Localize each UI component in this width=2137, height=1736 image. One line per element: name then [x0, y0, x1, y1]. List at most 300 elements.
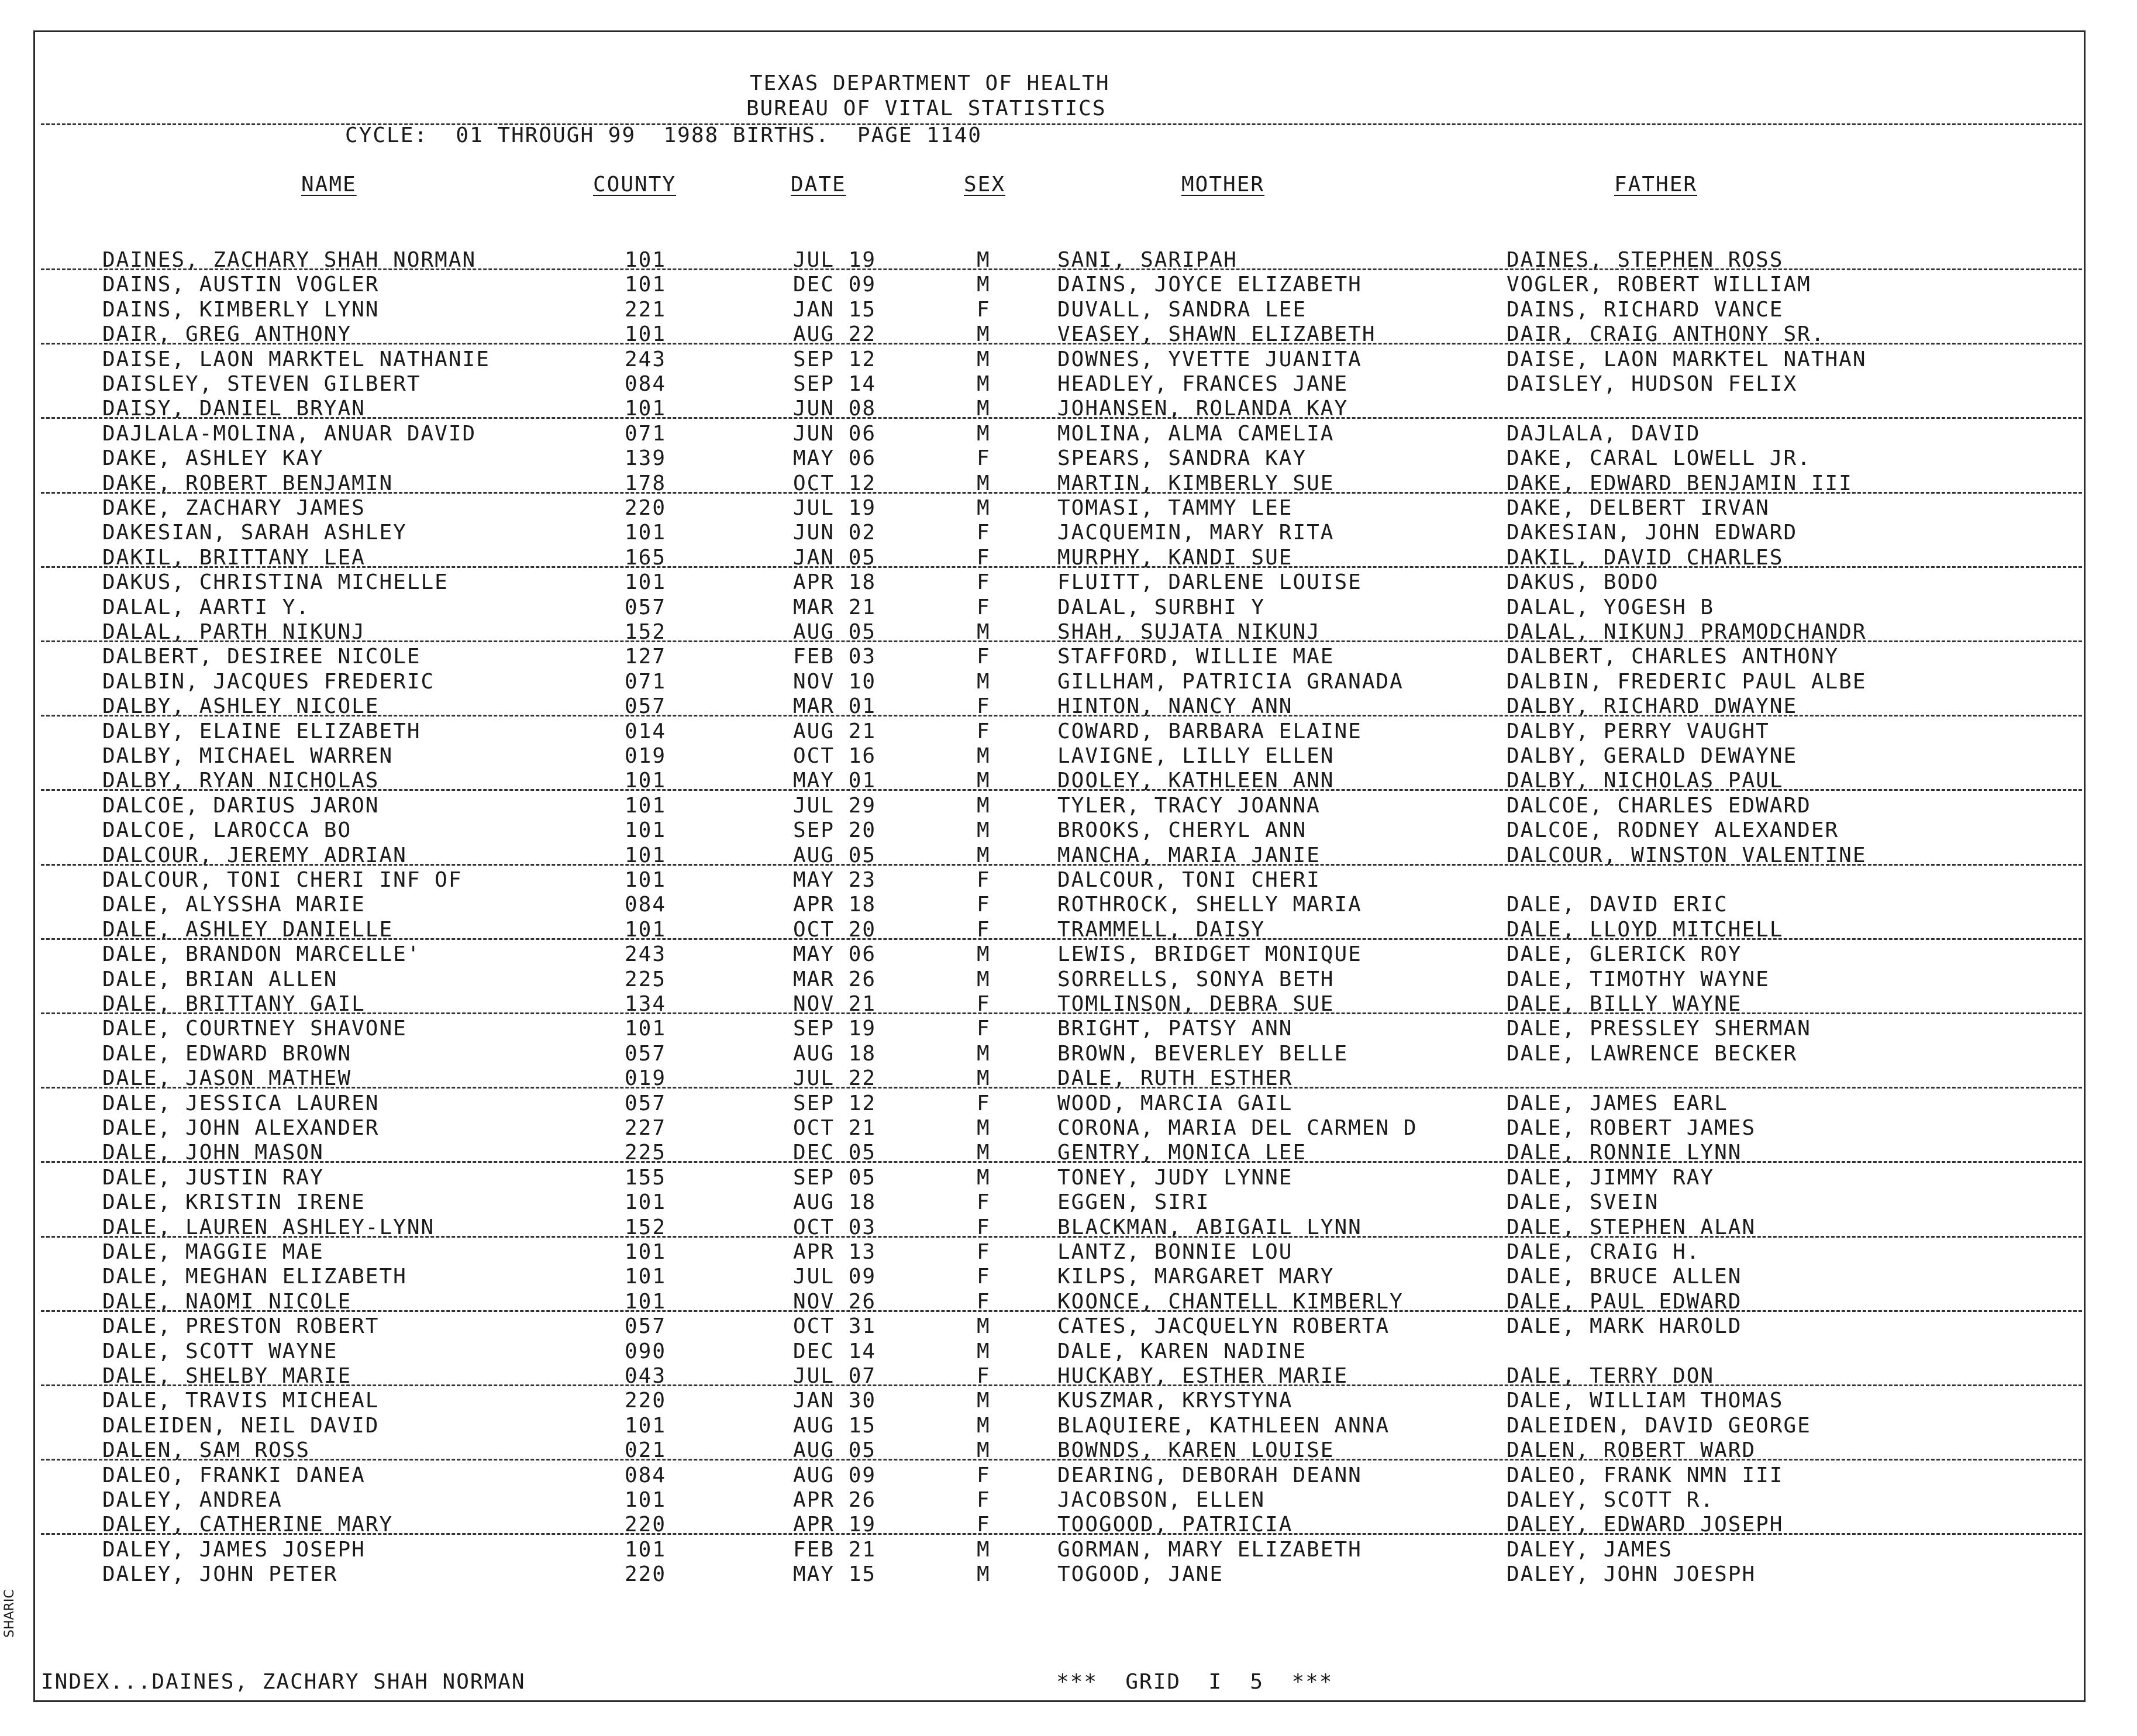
cell-date: JAN 15 [793, 298, 877, 322]
cell-mother: LANTZ, BONNIE LOU [1057, 1240, 1293, 1264]
cell-father: DALE, MARK HAROLD [1507, 1314, 1742, 1338]
cell-name: DAINS, KIMBERLY LYNN [102, 298, 380, 322]
column-header-mother: MOTHER [1181, 173, 1265, 197]
cell-sex: M [977, 744, 991, 768]
cell-sex: M [977, 1141, 991, 1165]
cell-date: JUL 09 [793, 1265, 877, 1289]
header-subtitle: BUREAU OF VITAL STATISTICS [746, 97, 1107, 120]
cell-mother: MOLINA, ALMA CAMELIA [1057, 422, 1335, 446]
cell-sex: F [977, 546, 991, 570]
cell-name: DAINES, ZACHARY SHAH NORMAN [102, 248, 477, 272]
cell-name: DALE, BRIAN ALLEN [102, 967, 338, 991]
row-separator [41, 1310, 2082, 1312]
cell-county: 101 [625, 1017, 667, 1041]
cell-date: FEB 21 [793, 1538, 877, 1562]
cell-name: DALCOUR, JEREMY ADRIAN [102, 843, 407, 867]
row-separator [41, 789, 2082, 791]
cell-mother: TOMASI, TAMMY LEE [1057, 496, 1293, 520]
cell-name: DALEIDEN, NEIL DAVID [102, 1414, 380, 1438]
cell-sex: M [977, 1116, 991, 1140]
cell-sex: M [977, 967, 991, 991]
column-header-sex: SEX [964, 173, 1006, 197]
cell-name: DAIR, GREG ANTHONY [102, 322, 352, 346]
cell-name: DALE, BRITTANY GAIL [102, 992, 366, 1016]
row-separator [41, 864, 2082, 866]
cell-mother: TONEY, JUDY LYNNE [1057, 1166, 1293, 1190]
cell-mother: SHAH, SUJATA NIKUNJ [1057, 620, 1321, 644]
cell-name: DALCOUR, TONI CHERI INF OF [102, 868, 463, 892]
cell-name: DAKUS, CHRISTINA MICHELLE [102, 570, 449, 594]
cell-date: MAR 01 [793, 694, 877, 718]
cell-mother: BRIGHT, PATSY ANN [1057, 1017, 1293, 1041]
cell-sex: M [977, 1066, 991, 1090]
cell-father: DALEO, FRANK NMN III [1507, 1463, 1784, 1487]
cell-sex: F [977, 298, 991, 322]
cell-father: DALE, PAUL EDWARD [1507, 1290, 1742, 1314]
cell-name: DALEY, CATHERINE MARY [102, 1513, 394, 1537]
cell-name: DALE, TRAVIS MICHEAL [102, 1389, 380, 1413]
cell-date: AUG 09 [793, 1463, 877, 1487]
cell-mother: TYLER, TRACY JOANNA [1057, 794, 1321, 818]
cell-county: 101 [625, 570, 667, 594]
cell-name: DALE, JOHN ALEXANDER [102, 1116, 380, 1140]
row-separator [41, 1161, 2082, 1163]
cell-sex: M [977, 372, 991, 396]
cell-sex: M [977, 422, 991, 446]
cell-date: DEC 09 [793, 273, 877, 297]
cell-father: DALE, TERRY DON [1507, 1364, 1715, 1388]
row-separator [41, 1087, 2082, 1089]
cell-name: DALEY, JAMES JOSEPH [102, 1538, 366, 1562]
cell-sex: M [977, 1414, 991, 1438]
cell-date: AUG 05 [793, 620, 877, 644]
cell-father: DALE, DAVID ERIC [1507, 893, 1728, 917]
cell-county: 084 [625, 372, 667, 396]
cell-father: DALCOE, CHARLES EDWARD [1507, 794, 1811, 818]
cell-name: DAINS, AUSTIN VOGLER [102, 273, 380, 297]
cell-date: AUG 18 [793, 1042, 877, 1066]
cell-name: DAISE, LAON MARKTEL NATHANIE [102, 347, 490, 371]
cell-date: MAY 23 [793, 868, 877, 892]
cell-mother: MARTIN, KIMBERLY SUE [1057, 471, 1335, 495]
cell-county: 101 [625, 1265, 667, 1289]
cell-mother: MURPHY, KANDI SUE [1057, 546, 1293, 570]
cell-sex: M [977, 818, 991, 842]
cell-name: DAKE, ASHLEY KAY [102, 446, 324, 470]
cell-mother: TOMLINSON, DEBRA SUE [1057, 992, 1335, 1016]
cell-date: OCT 16 [793, 744, 877, 768]
cell-father: DAJLALA, DAVID [1507, 422, 1701, 446]
cell-mother: DALAL, SURBHI Y [1057, 595, 1266, 619]
cell-father: DAKE, EDWARD BENJAMIN III [1507, 471, 1853, 495]
cell-county: 101 [625, 1290, 667, 1314]
cell-mother: LEWIS, BRIDGET MONIQUE [1057, 942, 1362, 966]
cell-date: JUN 06 [793, 422, 877, 446]
cell-name: DALCOE, LAROCCA BO [102, 818, 352, 842]
cell-name: DALEO, FRANKI DANEA [102, 1463, 366, 1487]
cell-father: DALE, WILLIAM THOMAS [1507, 1389, 1784, 1413]
cell-mother: HUCKABY, ESTHER MARIE [1057, 1364, 1349, 1388]
cell-mother: GORMAN, MARY ELIZABETH [1057, 1538, 1362, 1562]
footer-grid: *** GRID I 5 *** [1056, 1670, 1333, 1694]
cell-father: DALBY, GERALD DEWAYNE [1507, 744, 1798, 768]
cell-date: SEP 14 [793, 372, 877, 396]
row-separator [41, 492, 2082, 494]
cell-name: DALE, SHELBY MARIE [102, 1364, 352, 1388]
cell-sex: F [977, 645, 991, 669]
cell-date: JUL 22 [793, 1066, 877, 1090]
cell-date: MAY 06 [793, 942, 877, 966]
cell-county: 014 [625, 719, 667, 743]
cell-date: JUN 02 [793, 521, 877, 545]
cell-father: DALBERT, CHARLES ANTHONY [1507, 645, 1839, 669]
cell-county: 225 [625, 967, 667, 991]
cell-sex: M [977, 769, 991, 793]
cell-mother: CATES, JACQUELYN ROBERTA [1057, 1314, 1390, 1338]
cycle-line: CYCLE: 01 THROUGH 99 1988 BIRTHS. PAGE 1140 [345, 123, 982, 147]
cell-mother: COWARD, BARBARA ELAINE [1057, 719, 1362, 743]
cell-father: DALE, CRAIG H. [1507, 1240, 1701, 1264]
cell-county: 021 [625, 1438, 667, 1462]
cell-date: AUG 22 [793, 322, 877, 346]
cell-sex: M [977, 496, 991, 520]
cell-date: SEP 12 [793, 1091, 877, 1115]
cell-sex: F [977, 868, 991, 892]
cell-sex: M [977, 347, 991, 371]
cell-name: DALBY, RYAN NICHOLAS [102, 769, 380, 793]
cell-date: AUG 18 [793, 1190, 877, 1214]
header-title: TEXAS DEPARTMENT OF HEALTH [750, 71, 1110, 95]
cell-father: DALE, STEPHEN ALAN [1507, 1215, 1756, 1239]
row-separator [41, 715, 2082, 717]
cell-date: SEP 12 [793, 347, 877, 371]
cell-date: MAR 21 [793, 595, 877, 619]
column-header-county: COUNTY [593, 173, 677, 197]
cell-father: DALEN, ROBERT WARD [1507, 1438, 1756, 1462]
cell-father: DALBY, PERRY VAUGHT [1507, 719, 1770, 743]
cell-sex: M [977, 1042, 991, 1066]
cell-sex: M [977, 1538, 991, 1562]
cell-county: 155 [625, 1166, 667, 1190]
cell-county: 227 [625, 1116, 667, 1140]
cell-father: DAKUS, BODO [1507, 570, 1659, 594]
cell-name: DALE, JASON MATHEW [102, 1066, 352, 1090]
cell-name: DAISLEY, STEVEN GILBERT [102, 372, 421, 396]
cell-county: 220 [625, 1562, 667, 1586]
cell-county: 019 [625, 1066, 667, 1090]
cell-date: AUG 05 [793, 843, 877, 867]
cell-father: DAKE, CARAL LOWELL JR. [1507, 446, 1811, 470]
cell-name: DALE, MAGGIE MAE [102, 1240, 324, 1264]
cell-date: SEP 20 [793, 818, 877, 842]
cell-name: DALCOE, DARIUS JARON [102, 794, 380, 818]
cell-father: DALEIDEN, DAVID GEORGE [1507, 1414, 1811, 1438]
cell-name: DALEN, SAM ROSS [102, 1438, 311, 1462]
cell-date: JUL 19 [793, 496, 877, 520]
cell-father: VOGLER, ROBERT WILLIAM [1507, 273, 1811, 297]
cell-mother: BROOKS, CHERYL ANN [1057, 818, 1307, 842]
cell-sex: F [977, 1488, 991, 1512]
cell-county: 101 [625, 397, 667, 421]
cell-mother: BOWNDS, KAREN LOUISE [1057, 1438, 1335, 1462]
cell-county: 243 [625, 942, 667, 966]
cell-county: 152 [625, 620, 667, 644]
cell-father: DALE, LAWRENCE BECKER [1507, 1042, 1798, 1066]
column-header-father: FATHER [1614, 173, 1698, 197]
cell-name: DAKE, ROBERT BENJAMIN [102, 471, 394, 495]
cell-name: DALE, COURTNEY SHAVONE [102, 1017, 407, 1041]
cell-date: APR 13 [793, 1240, 877, 1264]
cell-sex: M [977, 843, 991, 867]
cell-mother: HINTON, NANCY ANN [1057, 694, 1293, 718]
cell-county: 071 [625, 670, 667, 694]
cell-county: 084 [625, 893, 667, 917]
cell-mother: GILLHAM, PATRICIA GRANADA [1057, 670, 1404, 694]
cell-mother: WOOD, MARCIA GAIL [1057, 1091, 1293, 1115]
row-separator [41, 640, 2082, 642]
cell-sex: M [977, 1166, 991, 1190]
cell-mother: MANCHA, MARIA JANIE [1057, 843, 1321, 867]
cell-date: AUG 21 [793, 719, 877, 743]
cell-county: 220 [625, 496, 667, 520]
cell-date: APR 19 [793, 1513, 877, 1537]
cell-date: MAR 26 [793, 967, 877, 991]
cell-date: AUG 15 [793, 1414, 877, 1438]
cell-mother: SPEARS, SANDRA KAY [1057, 446, 1307, 470]
cell-county: 101 [625, 322, 667, 346]
cell-father: DALE, PRESSLEY SHERMAN [1507, 1017, 1811, 1041]
cell-mother: LAVIGNE, LILLY ELLEN [1057, 744, 1335, 768]
cell-county: 178 [625, 471, 667, 495]
cell-date: JAN 30 [793, 1389, 877, 1413]
cell-county: 165 [625, 546, 667, 570]
cell-sex: F [977, 446, 991, 470]
cell-sex: M [977, 794, 991, 818]
cell-county: 101 [625, 1488, 667, 1512]
cell-sex: M [977, 942, 991, 966]
cell-name: DALE, EDWARD BROWN [102, 1042, 352, 1066]
cell-county: 043 [625, 1364, 667, 1388]
cell-father: DALEY, EDWARD JOSEPH [1507, 1513, 1784, 1537]
cell-father: DALE, BILLY WAYNE [1507, 992, 1742, 1016]
cell-father: DAISLEY, HUDSON FELIX [1507, 372, 1798, 396]
cell-mother: SANI, SARIPAH [1057, 248, 1238, 272]
cell-date: MAY 01 [793, 769, 877, 793]
cell-mother: DUVALL, SANDRA LEE [1057, 298, 1307, 322]
cell-name: DALBY, MICHAEL WARREN [102, 744, 394, 768]
cell-date: OCT 21 [793, 1116, 877, 1140]
cell-father: DALE, RONNIE LYNN [1507, 1141, 1742, 1165]
cell-sex: F [977, 1463, 991, 1487]
cell-father: DALE, GLERICK ROY [1507, 942, 1742, 966]
cell-name: DALAL, PARTH NIKUNJ [102, 620, 366, 644]
cell-mother: JACQUEMIN, MARY RITA [1057, 521, 1335, 545]
cell-date: FEB 03 [793, 645, 877, 669]
cell-mother: DEARING, DEBORAH DEANN [1057, 1463, 1362, 1487]
cell-father: DALAL, YOGESH B [1507, 595, 1715, 619]
cell-county: 139 [625, 446, 667, 470]
cell-mother: CORONA, MARIA DEL CARMEN D [1057, 1116, 1418, 1140]
cell-mother: HEADLEY, FRANCES JANE [1057, 372, 1349, 396]
cell-sex: M [977, 471, 991, 495]
cell-father: DALBIN, FREDERIC PAUL ALBE [1507, 670, 1867, 694]
cell-name: DAISY, DANIEL BRYAN [102, 397, 366, 421]
cell-mother: TOOGOOD, PATRICIA [1057, 1513, 1293, 1537]
cell-mother: EGGEN, SIRI [1057, 1190, 1210, 1214]
cell-date: NOV 10 [793, 670, 877, 694]
cell-date: DEC 14 [793, 1339, 877, 1363]
cell-sex: M [977, 248, 991, 272]
cell-father: DAKESIAN, JOHN EDWARD [1507, 521, 1798, 545]
cell-county: 225 [625, 1141, 667, 1165]
cell-father: DAINS, RICHARD VANCE [1507, 298, 1784, 322]
row-separator [41, 268, 2082, 270]
cell-county: 057 [625, 1091, 667, 1115]
cell-county: 057 [625, 1042, 667, 1066]
cell-name: DALE, LAUREN ASHLEY-LYNN [102, 1215, 435, 1239]
cell-sex: M [977, 620, 991, 644]
cell-date: DEC 05 [793, 1141, 877, 1165]
cell-county: 243 [625, 347, 667, 371]
cell-sex: F [977, 1091, 991, 1115]
cell-date: JUL 19 [793, 248, 877, 272]
cell-county: 101 [625, 1240, 667, 1264]
cell-father: DAKIL, DAVID CHARLES [1507, 546, 1784, 570]
cell-sex: F [977, 992, 991, 1016]
cell-mother: ROTHROCK, SHELLY MARIA [1057, 893, 1362, 917]
cell-father: DAINES, STEPHEN ROSS [1507, 248, 1784, 272]
cell-father: DALE, LLOYD MITCHELL [1507, 918, 1784, 942]
cell-sex: F [977, 1017, 991, 1041]
cell-county: 101 [625, 868, 667, 892]
cell-date: OCT 31 [793, 1314, 877, 1338]
footer-index: INDEX...DAINES, ZACHARY SHAH NORMAN [41, 1670, 526, 1694]
cell-name: DAKIL, BRITTANY LEA [102, 546, 366, 570]
cell-sex: F [977, 1240, 991, 1264]
cell-date: JUN 08 [793, 397, 877, 421]
cell-mother: SORRELLS, SONYA BETH [1057, 967, 1335, 991]
cell-county: 084 [625, 1463, 667, 1487]
cell-county: 101 [625, 1190, 667, 1214]
cell-name: DALE, NAOMI NICOLE [102, 1290, 352, 1314]
cell-county: 101 [625, 843, 667, 867]
cell-mother: DALE, RUTH ESTHER [1057, 1066, 1293, 1090]
cell-father: DAIR, CRAIG ANTHONY SR. [1507, 322, 1825, 346]
row-separator [41, 417, 2082, 419]
cell-father: DALEY, JAMES [1507, 1538, 1673, 1562]
cell-county: 101 [625, 273, 667, 297]
cell-mother: DAINS, JOYCE ELIZABETH [1057, 273, 1362, 297]
cell-sex: M [977, 1339, 991, 1363]
cell-sex: M [977, 397, 991, 421]
row-separator [41, 938, 2082, 940]
row-separator [41, 1012, 2082, 1014]
cell-sex: M [977, 1562, 991, 1586]
cell-county: 220 [625, 1513, 667, 1537]
cell-county: 057 [625, 1314, 667, 1338]
cell-mother: DOWNES, YVETTE JUANITA [1057, 347, 1362, 371]
cell-date: OCT 12 [793, 471, 877, 495]
cell-mother: DOOLEY, KATHLEEN ANN [1057, 769, 1335, 793]
cell-name: DAKE, ZACHARY JAMES [102, 496, 366, 520]
cell-date: MAY 15 [793, 1562, 877, 1586]
cell-father: DALCOE, RODNEY ALEXANDER [1507, 818, 1839, 842]
cell-county: 152 [625, 1215, 667, 1239]
cell-date: APR 26 [793, 1488, 877, 1512]
cell-mother: JACOBSON, ELLEN [1057, 1488, 1266, 1512]
cell-father: DAISE, LAON MARKTEL NATHAN [1507, 347, 1867, 371]
cell-father: DALE, SVEIN [1507, 1190, 1659, 1214]
row-separator [41, 343, 2082, 345]
cell-sex: M [977, 1438, 991, 1462]
cell-county: 101 [625, 521, 667, 545]
cell-date: NOV 21 [793, 992, 877, 1016]
cell-name: DALE, BRANDON MARCELLE' [102, 942, 421, 966]
cell-county: 101 [625, 1538, 667, 1562]
cell-name: DAJLALA-MOLINA, ANUAR DAVID [102, 422, 477, 446]
cell-mother: DALCOUR, TONI CHERI [1057, 868, 1321, 892]
cell-county: 101 [625, 918, 667, 942]
cell-county: 134 [625, 992, 667, 1016]
cell-mother: VEASEY, SHAWN ELIZABETH [1057, 322, 1376, 346]
cell-name: DALE, MEGHAN ELIZABETH [102, 1265, 407, 1289]
cell-county: 071 [625, 422, 667, 446]
cell-mother: BLACKMAN, ABIGAIL LYNN [1057, 1215, 1362, 1239]
cell-mother: GENTRY, MONICA LEE [1057, 1141, 1307, 1165]
cell-mother: JOHANSEN, ROLANDA KAY [1057, 397, 1349, 421]
cell-date: OCT 20 [793, 918, 877, 942]
cell-mother: KOONCE, CHANTELL KIMBERLY [1057, 1290, 1404, 1314]
row-separator [41, 1533, 2082, 1535]
row-separator [41, 1459, 2082, 1461]
cell-name: DALBIN, JACQUES FREDERIC [102, 670, 435, 694]
cell-sex: F [977, 521, 991, 545]
cell-county: 221 [625, 298, 667, 322]
cell-date: JAN 05 [793, 546, 877, 570]
cell-name: DALE, ASHLEY DANIELLE [102, 918, 394, 942]
cell-county: 101 [625, 248, 667, 272]
cell-county: 101 [625, 1414, 667, 1438]
row-separator [41, 1384, 2082, 1386]
cell-sex: F [977, 1190, 991, 1214]
cell-father: DALE, BRUCE ALLEN [1507, 1265, 1742, 1289]
cell-date: APR 18 [793, 893, 877, 917]
cell-name: DALAL, AARTI Y. [102, 595, 311, 619]
cell-name: DALE, PRESTON ROBERT [102, 1314, 380, 1338]
cell-county: 101 [625, 818, 667, 842]
cell-father: DAKE, DELBERT IRVAN [1507, 496, 1770, 520]
cell-sex: F [977, 570, 991, 594]
cell-date: OCT 03 [793, 1215, 877, 1239]
cell-date: JUL 29 [793, 794, 877, 818]
cell-mother: FLUITT, DARLENE LOUISE [1057, 570, 1362, 594]
side-stamp: SHARIC [2, 1589, 17, 1638]
cell-county: 127 [625, 645, 667, 669]
row-separator [41, 1236, 2082, 1238]
cell-name: DAKESIAN, SARAH ASHLEY [102, 521, 407, 545]
cell-mother: TRAMMELL, DAISY [1057, 918, 1266, 942]
cell-county: 090 [625, 1339, 667, 1363]
cell-sex: F [977, 719, 991, 743]
cell-mother: TOGOOD, JANE [1057, 1562, 1224, 1586]
cell-father: DALAL, NIKUNJ PRAMODCHANDR [1507, 620, 1867, 644]
cell-father: DALE, ROBERT JAMES [1507, 1116, 1756, 1140]
cell-mother: KILPS, MARGARET MARY [1057, 1265, 1335, 1289]
cell-name: DALBERT, DESIREE NICOLE [102, 645, 421, 669]
cell-county: 057 [625, 595, 667, 619]
cell-father: DALEY, JOHN JOESPH [1507, 1562, 1756, 1586]
cell-sex: F [977, 694, 991, 718]
